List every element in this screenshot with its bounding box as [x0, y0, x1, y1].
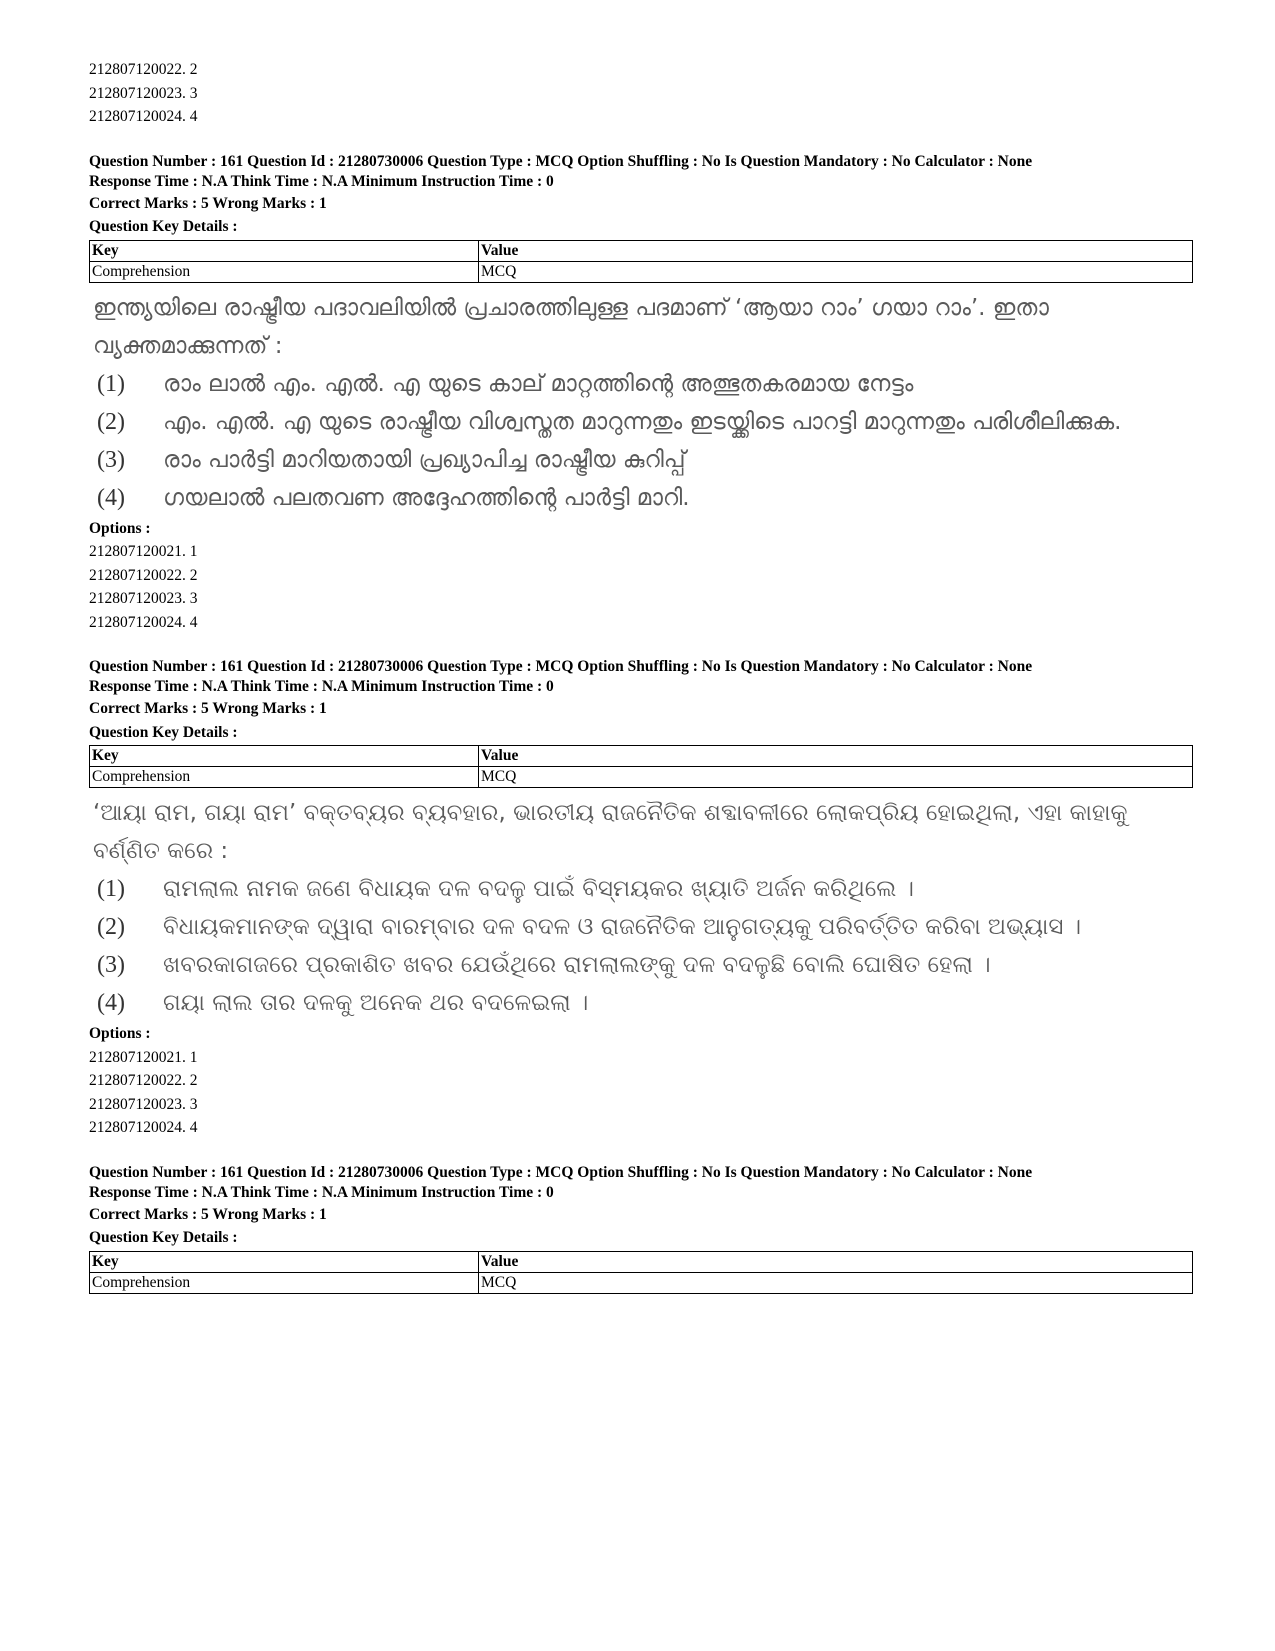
- choice-item: [89, 441, 1189, 479]
- option-line: 212807120024. 4: [89, 1119, 198, 1136]
- table-header-key: Key: [90, 1251, 479, 1272]
- choice-number: (2): [97, 914, 125, 940]
- choice-text: ବିଧାୟକମାନଙ୍କ ଦ୍ୱାରା ବାରମ୍ବାର ଦଳ ବଦଳ ଓ ରାଜନୈତିକ ଆନୁଗତ୍ୟକୁ ପରିବର୍ତ୍ତିତ କରିବା ଅଭ୍ୟାସ ।: [163, 914, 1082, 940]
- choice-text: എം. എൽ. എ യുടെ രാഷ്ട്രീയ വിശ്വസ്തത മാറുന്നതും ഇടയ്ക്കിടെ പാറട്ടി മാറുന്നതും പരിശീലിക്കുക.: [163, 408, 1122, 435]
- question-header-line1: Question Number : 161 Question Id : 21280730006 Question Type : MCQ Option Shuffling : No Is Question Mandatory : No Calculator : None: [89, 1163, 1033, 1181]
- options-label: Options :: [89, 1025, 151, 1042]
- options-label: Options :: [89, 519, 151, 537]
- option-line: 212807120024. 4: [89, 108, 198, 125]
- marks-line: Correct Marks : 5 Wrong Marks : 1: [89, 194, 327, 212]
- choice-number: (3): [97, 952, 125, 978]
- key-value-table: [89, 1251, 1193, 1294]
- choice-number: (3): [97, 446, 125, 473]
- choice-number: (4): [97, 990, 125, 1016]
- option-line: 212807120022. 2: [89, 566, 198, 584]
- marks-line: Correct Marks : 5 Wrong Marks : 1: [89, 1205, 327, 1223]
- key-details-label: Question Key Details :: [89, 218, 238, 235]
- choice-text: ରାମଲାଲ ନାମକ ଜଣେ ବିଧାୟକ ଦଳ ବଦଳୁ ପାଇଁ ବିସ୍ମୟକର ଖ୍ୟାତି ଅର୍ଜନ କରିଥିଲେ ।: [163, 876, 914, 902]
- option-line: 212807120021. 1: [89, 543, 198, 560]
- choice-number: (4): [97, 484, 125, 511]
- choice-item: [89, 984, 1189, 1022]
- option-line: 212807120022. 2: [89, 61, 198, 78]
- choice-text: ഗയലാൽ പലതവണ അദ്ദേഹത്തിന്റെ പാർട്ടി മാറി.: [163, 484, 690, 511]
- key-value-table: [89, 240, 1193, 283]
- table-header-value: Value: [479, 240, 1193, 261]
- choice-number: (2): [97, 408, 125, 435]
- option-line: 212807120024. 4: [89, 613, 198, 631]
- top-options-list: [89, 58, 1189, 129]
- question-block-3: [89, 1163, 1189, 1294]
- option-line: 212807120023. 3: [89, 84, 198, 102]
- option-line: 212807120021. 1: [89, 1048, 198, 1066]
- choice-item: [89, 870, 1189, 908]
- choice-text: ଖବରକାଗଜରେ ପ୍ରକାଶିତ ଖବର ଯେଉଁଥିରେ ରାମଲାଲଙ୍କୁ ଦଳ ବଦଳୁଛି ବୋଲି ଘୋଷିତ ହେଲା ।: [163, 952, 991, 978]
- choice-item: [89, 365, 1189, 403]
- question-header-line1: Question Number : 161 Question Id : 21280730006 Question Type : MCQ Option Shuffling : No Is Question Mandatory : No Calculator : None: [89, 152, 1033, 170]
- option-line: 212807120023. 3: [89, 590, 198, 607]
- option-line: 212807120023. 3: [89, 1095, 198, 1113]
- choice-item: [89, 403, 1189, 441]
- question-header-line1: Question Number : 161 Question Id : 21280730006 Question Type : MCQ Option Shuffling : No Is Question Mandatory : No Calculator : None: [89, 658, 1033, 675]
- question-block-1: [89, 152, 1189, 635]
- table-cell-value: MCQ: [479, 261, 1193, 282]
- table-cell-value: MCQ: [479, 767, 1193, 788]
- choice-item: [89, 479, 1189, 517]
- choice-text: രാം ലാൽ എം. എൽ. എ യുടെ കാല് മാറ്റത്തിന്റെ അത്ഭുതകരമായ നേട്ടം: [163, 370, 914, 397]
- key-details-label: Question Key Details :: [89, 723, 238, 741]
- table-header-value: Value: [479, 746, 1193, 767]
- table-cell-key: Comprehension: [90, 767, 479, 788]
- question-stem: ‘ଆୟା ରାମ, ଗୟା ରାମ’ ବକ୍ତବ୍ୟର ବ୍ୟବହାର, ଭାରତୀୟ ରାଜନୈତିକ ଶବ୍ଦାବଳୀରେ ଲୋକପ୍ରିୟ ହୋଇଥିଲା, ଏହା କାହାକୁ ବର୍ଣ୍ଣିତ କରେ :: [93, 800, 1128, 864]
- option-line: 212807120022. 2: [89, 1072, 198, 1089]
- question-header-line2: Response Time : N.A Think Time : N.A Minimum Instruction Time : 0: [89, 1183, 554, 1201]
- choice-number: (1): [97, 370, 125, 397]
- document-page: [89, 58, 1189, 1294]
- table-header-key: Key: [90, 746, 479, 767]
- table-cell-key: Comprehension: [90, 261, 479, 282]
- question-stem: ഇന്ത്യയിലെ രാഷ്ട്രീയ പദാവലിയിൽ പ്രചാരത്തിലുള്ള പദമാണ് ‘ആയാ റാം’ ഗയാ റാം’. ഇതാ വ്യക്തമാക്കുന്നത് :: [93, 294, 1049, 359]
- question-header-line2: Response Time : N.A Think Time : N.A Minimum Instruction Time : 0: [89, 172, 554, 190]
- table-cell-value: MCQ: [479, 1272, 1193, 1293]
- key-value-table: [89, 745, 1193, 788]
- choice-item: [89, 908, 1189, 946]
- question-text-image: [89, 794, 1189, 1022]
- marks-line: Correct Marks : 5 Wrong Marks : 1: [89, 700, 327, 717]
- question-block-2: [89, 657, 1189, 1140]
- question-header-line2: Response Time : N.A Think Time : N.A Minimum Instruction Time : 0: [89, 678, 554, 695]
- choice-text: ଗୟା ଲାଲ ତାର ଦଳକୁ ଅନେକ ଥର ବଦଳେଇଲା ।: [163, 990, 589, 1016]
- choice-text: രാം പാർട്ടി മാറിയതായി പ്രഖ്യാപിച്ച രാഷ്ട്രീയ കുറിപ്പ്: [163, 446, 686, 473]
- table-header-value: Value: [479, 1251, 1193, 1272]
- question-text-image: [89, 289, 1189, 517]
- table-header-key: Key: [90, 240, 479, 261]
- choice-number: (1): [97, 876, 125, 902]
- key-details-label: Question Key Details :: [89, 1229, 238, 1246]
- table-cell-key: Comprehension: [90, 1272, 479, 1293]
- choice-item: [89, 946, 1189, 984]
